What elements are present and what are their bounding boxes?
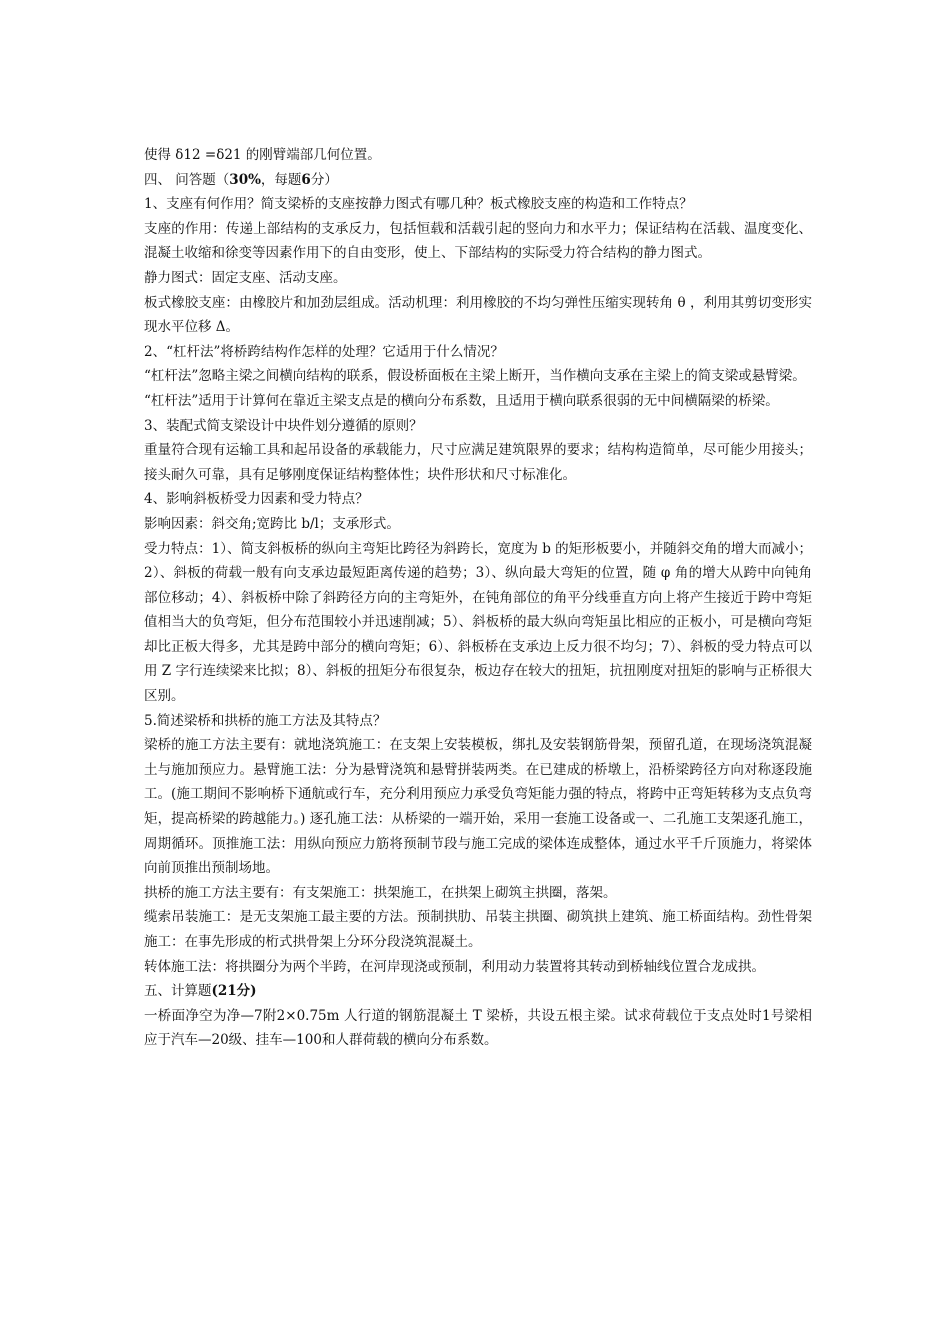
section-5-heading bbox=[144, 979, 812, 1004]
section-4-points: 6 bbox=[301, 171, 311, 188]
answer-5-cable-hoisting: 缆索吊装施工：是无支架施工最主要的方法。预制拱肋、吊装主拱圈、砌筑拱上建筑、施工桥面结构。劲性骨架施工：在事先形成的桁式拱骨架上分环分段浇筑混凝土。 bbox=[144, 909, 812, 950]
answer-1-rubber-bearing: 板式橡胶支座：由橡胶片和加劲层组成。活动机理：利用橡胶的不均匀弹性压缩实现转角 θ ，利用其剪切变形实现水平位移 Δ。 bbox=[144, 294, 812, 336]
section-4-title: 四、 问答题（ bbox=[144, 171, 230, 188]
intro-line: 使得 δ12 =δ21 的刚臂端部几何位置。 bbox=[144, 147, 381, 163]
answer-2-treatment: “杠杆法”忽略主梁之间横向结构的联系，假设桥面板在主梁上断开，当作横向支承在主梁上的简支梁或悬臂梁。 bbox=[144, 368, 806, 385]
calculation-problem: 一桥面净空为净—7附2×0.75m 人行道的钢筋混凝土 T 梁桥，共设五根主梁。试求荷载位于支点处时1号梁相应于汽车—20级、挂车—100和人群荷载的横向分布系数。 bbox=[144, 1007, 812, 1049]
section-5-title: 五、计算题 bbox=[144, 983, 212, 1000]
answer-5-swivel: 转体施工法：将拱圈分为两个半跨，在河岸现浇或预制，利用动力装置将其转动到桥轴线位置合龙成拱。 bbox=[144, 958, 765, 975]
answer-5-beam-bridge: 梁桥的施工方法主要有：就地浇筑施工：在支架上安装模板，绑扎及安装钢筋骨架，预留孔道，在现场浇筑混凝土与施加预应力。悬臂施工法：分为悬臂浇筑和悬臂拼装两类。在已建成的桥墩上，沿桥梁跨径方向对称逐段施工。(施工期间不影响桥下通航或行车，充分利用预应力承受负弯矩能力强的特点，将跨中正弯矩转移为支点负弯矩，提高桥梁的跨越能力。) 逐孔施工法：从桥梁的一端开始，采用一套施工设备或一、二孔施工支架逐孔施工，周期循环。顶推施工法：用纵向预应力筋将预制节段与施工完成的梁体连成整体，通过水平千斤顶施力，将梁体向前顶推出预制场地。 bbox=[144, 737, 812, 877]
document-page bbox=[144, 143, 812, 1053]
answer-5-arch-bridge: 拱桥的施工方法主要有：有支架施工：拱架施工，在拱架上砌筑主拱圈，落架。 bbox=[144, 884, 617, 901]
section-4-tail: ，每题 bbox=[260, 171, 302, 188]
answer-2-applicability: “杠杆法”适用于计算何在靠近主梁支点是的横向分布系数，且适用于横向联系很弱的无中间横隔梁的桥梁。 bbox=[144, 392, 779, 409]
question-4: 4、影响斜板桥受力因素和受力特点？ bbox=[144, 491, 369, 508]
question-3: 3、装配式简支梁设计中块件划分遵循的原则？ bbox=[144, 417, 423, 434]
question-1: 1、支座有何作用？简支梁桥的支座按静力图式有哪几种？板式橡胶支座的构造和工作特点？ bbox=[144, 196, 693, 213]
answer-4-factors: 影响因素：斜交角;宽跨比 b/l；支承形式。 bbox=[144, 515, 400, 532]
answer-3: 重量符合现有运输工具和起吊设备的承载能力，尺寸应满足建筑限界的要求；结构构造简单，尽可能少用接头；接头耐久可靠，具有足够刚度保证结构整体性；块件形状和尺寸标准化。 bbox=[144, 442, 812, 483]
answer-1-function: 支座的作用：传递上部结构的支承反力，包括恒载和活载引起的竖向力和水平力；保证结构在活载、温度变化、混凝土收缩和徐变等因素作用下的自由变形，使上、下部结构的实际受力符合结构的静力图式。 bbox=[144, 220, 812, 262]
section-5-points: (21分) bbox=[211, 983, 257, 1000]
question-5: 5.简述梁桥和拱桥的施工方法及其特点？ bbox=[144, 712, 387, 729]
section-4-tail2: 分） bbox=[310, 171, 338, 188]
section-4-percent: 30% bbox=[229, 171, 261, 188]
answer-1-static-diagram: 静力图式：固定支座、活动支座。 bbox=[144, 269, 347, 286]
answer-4-characteristics: 受力特点：1）、简支斜板桥的纵向主弯矩比跨径为斜跨长，宽度为 b 的矩形板要小，并随斜交角的增大而减小；2）、斜板的荷载一般有向支承边最短距离传递的趋势；3）、纵向最大弯矩的位置，随 φ 角的增大从跨中向钝角部位移动；4）、斜板桥中除了斜跨径方向的主弯矩外，在钝角部位的角平分线垂直方向上将产生接近于跨中弯矩值相当大的负弯矩，但分布范围较小并迅速削减；5）、斜板桥的最大纵向弯矩虽比相应的正板小，可是横向弯矩却比正板大得多，尤其是跨中部分的横向弯矩；6）、斜板桥在支承边上反力很不均匀；7）、斜板的受力特点可以用 Z 字行连续梁来比拟；8）、斜板的扭矩分布很复杂，板边存在较大的扭矩，抗扭刚度对扭矩的影响与正桥很大区别。 bbox=[144, 540, 812, 705]
question-2: 2、“杠杆法”将桥跨结构作怎样的处理？它适用于什么情况？ bbox=[144, 343, 504, 360]
section-4-heading bbox=[144, 168, 812, 193]
